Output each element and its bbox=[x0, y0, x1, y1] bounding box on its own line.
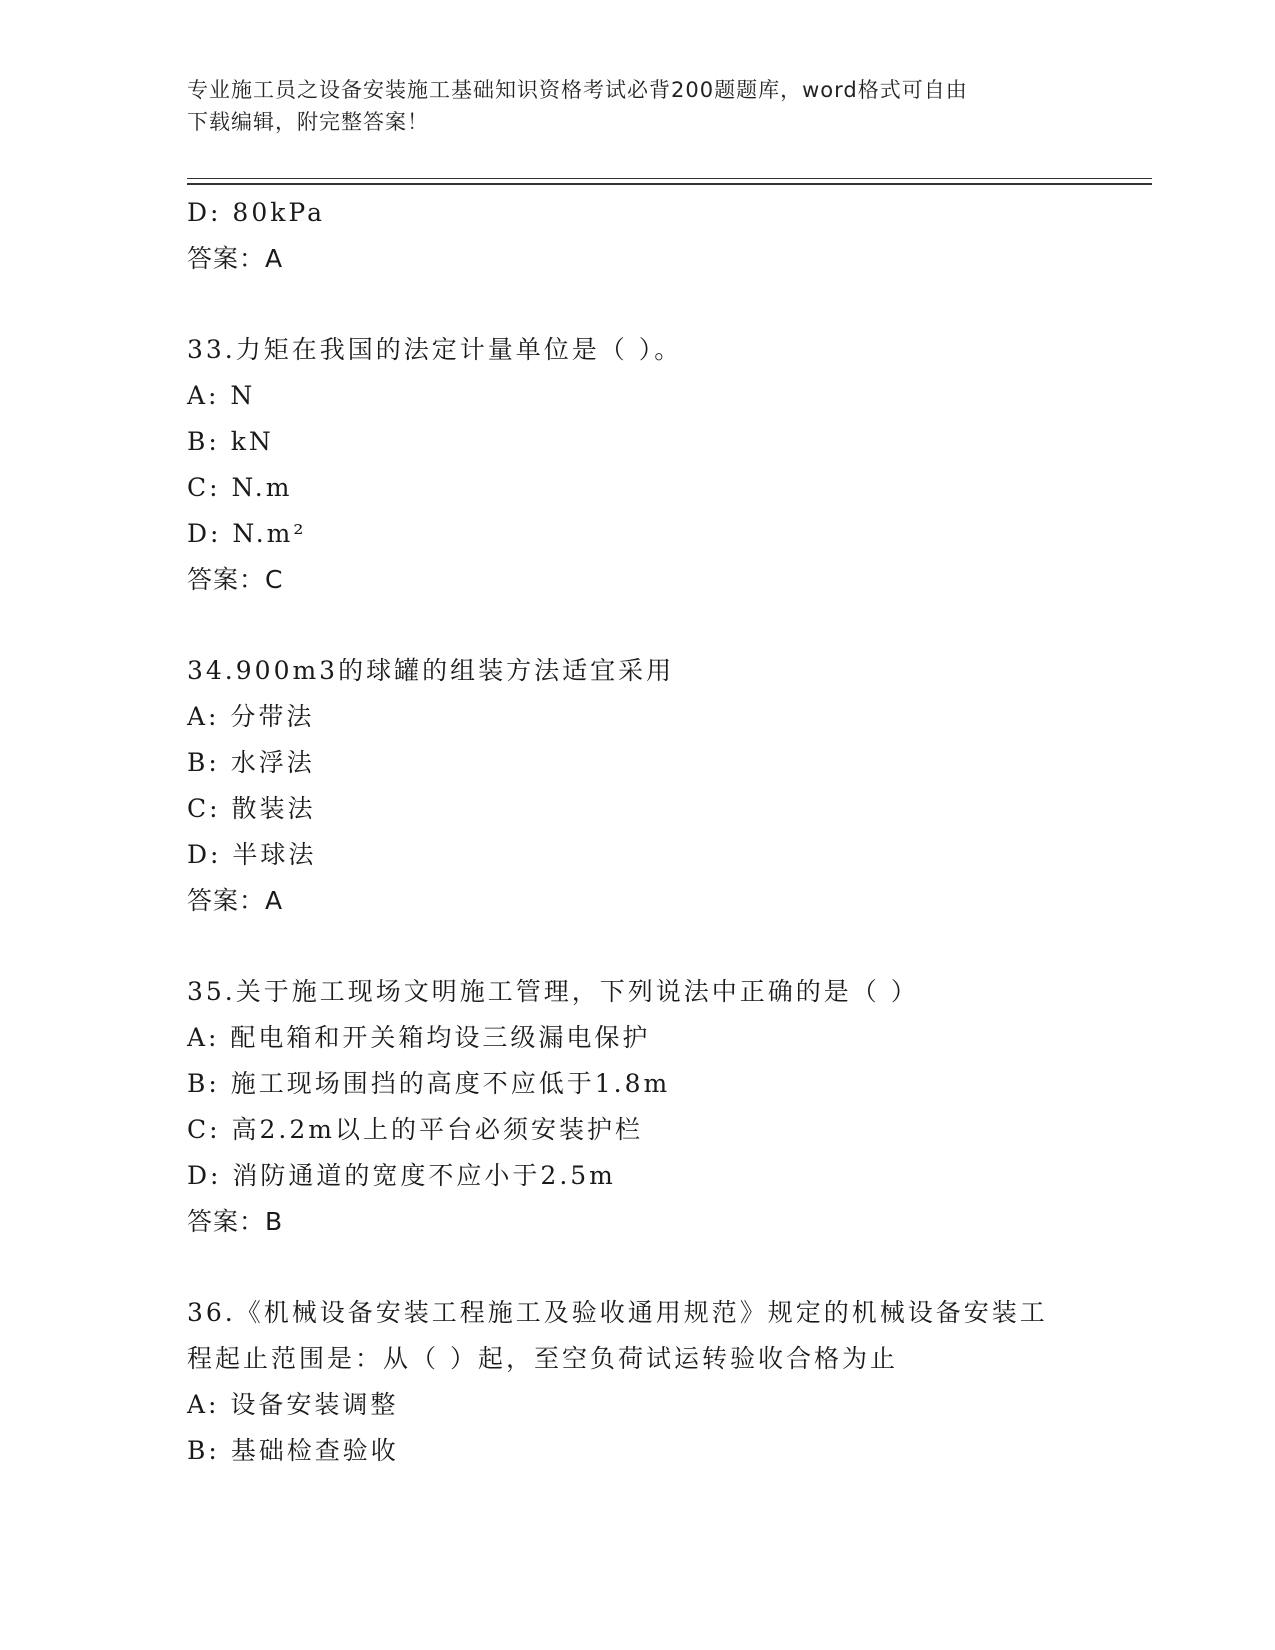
option-d: D: 80kPa bbox=[187, 198, 325, 227]
spacer bbox=[187, 924, 1087, 969]
question-block-36 bbox=[187, 1290, 1087, 1474]
question-stem: 34.900m3的球罐的组装方法适宜采用 bbox=[187, 656, 675, 685]
spacer bbox=[187, 603, 1087, 648]
option-b: B: 水浮法 bbox=[187, 748, 315, 777]
option-b: B: 施工现场围挡的高度不应低于1.8m bbox=[187, 1069, 671, 1098]
option-c: C: 散装法 bbox=[187, 794, 316, 823]
option-b: B: kN bbox=[187, 427, 274, 456]
answer-line: 答案：C bbox=[187, 565, 284, 594]
question-list bbox=[187, 190, 1087, 1474]
header-divider-thick bbox=[187, 183, 1152, 185]
option-d: D: 消防通道的宽度不应小于2.5m bbox=[187, 1161, 616, 1190]
option-b: B: 基础检查验收 bbox=[187, 1436, 399, 1465]
option-c: C: 高2.2m以上的平台必须安装护栏 bbox=[187, 1115, 643, 1144]
option-a: A: 设备安装调整 bbox=[187, 1390, 399, 1419]
header-divider-thin bbox=[187, 178, 1152, 179]
option-c: C: N.m bbox=[187, 473, 293, 502]
option-d: D: N.m² bbox=[187, 519, 307, 548]
question-stem-line-2: 程起止范围是：从（ ）起，至空负荷试运转验收合格为止 bbox=[187, 1344, 898, 1373]
question-stem: 33.力矩在我国的法定计量单位是（ ）。 bbox=[187, 335, 683, 364]
spacer bbox=[187, 282, 1087, 327]
header-title-line-2: 下载编辑，附完整答案！ bbox=[187, 110, 429, 134]
option-a: A: 分带法 bbox=[187, 702, 315, 731]
option-a: A: N bbox=[187, 381, 256, 410]
document-header bbox=[187, 74, 1087, 138]
option-d: D: 半球法 bbox=[187, 840, 317, 869]
header-title-line-1: 专业施工员之设备安装施工基础知识资格考试必背200题题库，word格式可自由 bbox=[187, 78, 968, 102]
question-stem: 35.关于施工现场文明施工管理，下列说法中正确的是（ ） bbox=[187, 977, 919, 1006]
answer-line: 答案：A bbox=[187, 886, 284, 915]
answer-line: 答案：B bbox=[187, 1207, 284, 1236]
option-a: A: 配电箱和开关箱均设三级漏电保护 bbox=[187, 1023, 651, 1052]
question-stem-line-1: 36.《机械设备安装工程施工及验收通用规范》规定的机械设备安装工 bbox=[187, 1298, 1048, 1327]
question-block-prev bbox=[187, 190, 1087, 282]
spacer bbox=[187, 1245, 1087, 1290]
answer-line: 答案：A bbox=[187, 244, 284, 273]
question-block-35 bbox=[187, 969, 1087, 1245]
question-block-33 bbox=[187, 327, 1087, 603]
question-block-34 bbox=[187, 648, 1087, 924]
